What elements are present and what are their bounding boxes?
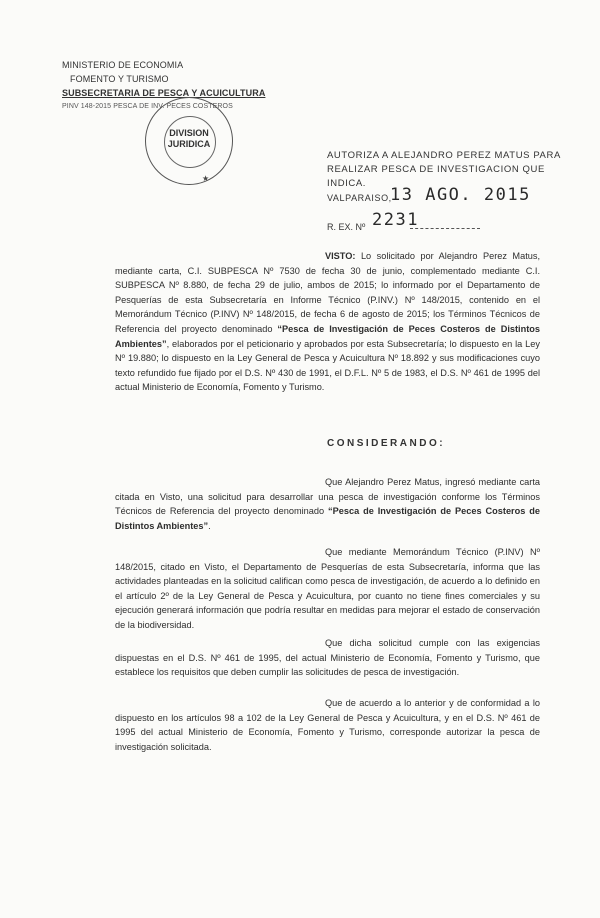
visto-paragraph (115, 249, 540, 395)
stamp-line2: JURIDICA (167, 139, 211, 149)
considerando-p1-end: . (208, 520, 211, 531)
considerando-paragraph-3: Que dicha solicitud cumple con las exigencias dispuestas en el D.S. Nº 461 de 1995, del actual Ministerio de Economía, Fomento y Turismo, que establece los requisitos que deben cumplir las solicitudes de pesca de investigación. (115, 638, 540, 678)
document-date: 13 AGO. 2015 (390, 185, 531, 205)
rex-number: 2231 (372, 210, 419, 230)
considerando-p1-text: Que Alejandro Perez Matus, ingresó mediante carta citada en Visto, una solicitud para desarrollar una pesca de investigación conforme los Términos Técnicos de Referencia del proyecto denominado (115, 477, 540, 517)
stamp-text (146, 128, 232, 150)
ministry-name-line1: MINISTERIO DE ECONOMIA (62, 60, 184, 70)
visto-text-part1: Lo solicitado por Alejandro Perez Matus, mediante carta, C.I. SUBPESCA Nº 7530 de fecha 30 de junio, complementado mediante C.I. SUBPESCA Nº 8.880, de fecha 29 de julio, ambos de 2015; lo informado por el Departamento de Pesquerías de esta Subsecretaría en Informe Técnico (P.INV.) Nº 148/2015, contenido en el Memorándum Técnico (P.INV) Nº 148/2015, de fecha 6 de agosto de 2015; los Términos Técnicos de Referencia del proyecto denominado (115, 251, 540, 334)
stamp-line1: DIVISION (169, 128, 209, 138)
considerando-paragraph-4: Que de acuerdo a lo anterior y de conformidad a lo dispuesto en los artículos 98 a 102 de la Ley General de Pesca y Acuicultura, y en el D.S. Nº 461 de 1995 del actual Ministerio de Economía, Fomento y Turismo, corresponde autorizar la pesca de investigación solicitada. (115, 698, 540, 752)
visto-lead: VISTO: (325, 251, 356, 261)
visto-text-part2: , elaborados por el peticionario y aprobados por esta Subsecretaría; lo dispuesto en la Ley Nº 19.880; lo dispuesto en la Ley General de Pesca y Acuicultura Nº 18.892 y sus modificaciones cuyo texto refundido fue fijado por el D.S. Nº 430 de 1991, el D.F.L. Nº 5 de 1983, el D.S. Nº 461 de 1995 del actual Ministerio de Economía, Fomento y Turismo. (115, 338, 540, 393)
rex-label: R. EX. Nº (327, 222, 366, 232)
considerando-p1-project: “Pesca de Investigación de Peces Costeros de Distintos Ambientes” (115, 506, 540, 531)
rex-dashed-line (410, 228, 480, 229)
division-juridica-stamp (145, 97, 233, 185)
ministry-name-line2: FOMENTO Y TURISMO (70, 74, 169, 84)
considerando-paragraph-2: Que mediante Memorándum Técnico (P.INV) Nº 148/2015, citado en Visto, el Departamento de Pesquerías de esta Subsecretaría, informa que las actividades planteadas en la solicitud califican como pesca de investigación, de acuerdo a lo definido en el artículo 2º de la Ley General de Pesca y Acuicultura, por cuanto no tiene fines comerciales y su ejecución generará información que podría resultar en medidas para mejorar el estado de conservación de la biodiversidad. (115, 547, 540, 630)
document-title: AUTORIZA A ALEJANDRO PEREZ MATUS PARA REALIZAR PESCA DE INVESTIGACION QUE INDICA. (327, 150, 561, 189)
document-city: VALPARAISO, (327, 193, 392, 203)
stamp-star-icon: ★ (202, 174, 210, 183)
reference-code: PINV 148-2015 PESCA DE INV. PECES COSTEROS (62, 103, 233, 110)
visto-project-name: “Pesca de Investigación de Peces Costeros de Distintos Ambientes” (115, 323, 540, 349)
subsecretaria-name: SUBSECRETARIA DE PESCA Y ACUICULTURA (62, 88, 266, 98)
considerando-heading: CONSIDERANDO: (327, 438, 446, 449)
considerando-paragraph-1 (115, 475, 540, 533)
